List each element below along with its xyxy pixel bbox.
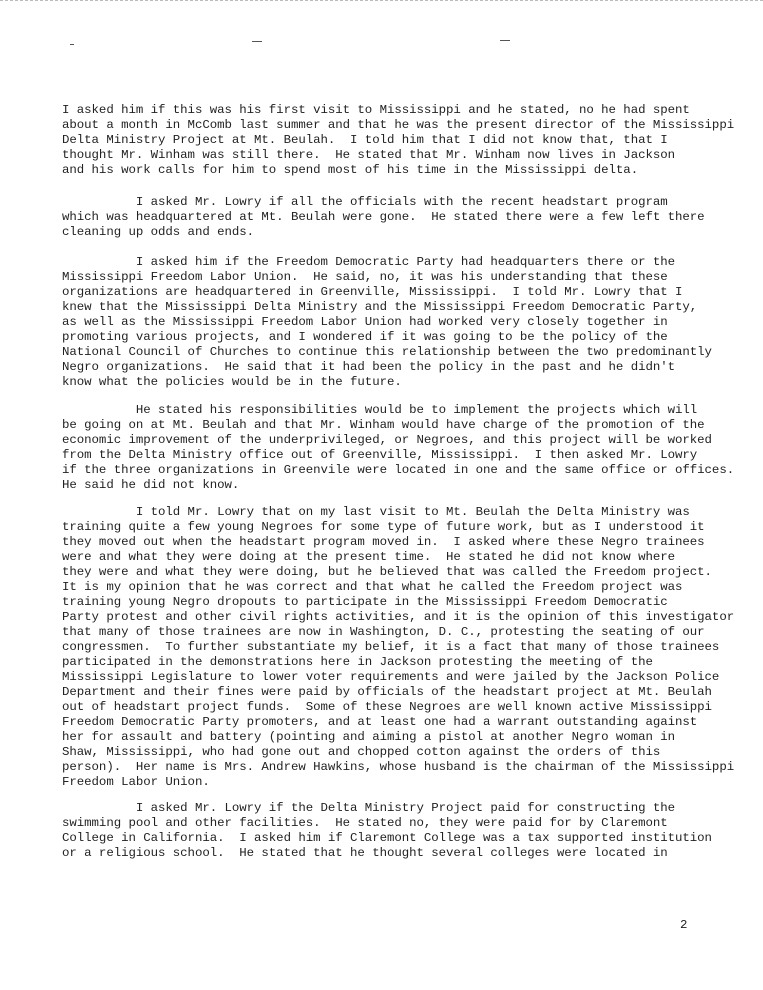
paragraph — [62, 103, 734, 178]
text-line: her for assault and battery (pointing and aiming a pistol at another Negro woman in — [62, 730, 676, 744]
text-line: about a month in McComb last summer and that he was the present director of the Mississippi — [62, 118, 735, 132]
text-line: He said he did not know. — [62, 478, 240, 492]
text-line: that many of those trainees are now in Washington, D. C., protesting the seating of our — [62, 625, 705, 639]
paragraph — [62, 403, 734, 493]
text-line: they moved out when the headstart program moved in. I asked where these Negro trainees — [62, 535, 705, 549]
text-line: I asked him if this was his first visit to Mississippi and he stated, no he had spent — [62, 103, 690, 117]
text-line: economic improvement of the underprivileged, or Negroes, and this project will be worked — [62, 433, 712, 447]
text-line: as well as the Mississippi Freedom Labor Union had worked very closely together in — [62, 315, 668, 329]
text-line: were and what they were doing at the present time. He stated he did not know where — [62, 550, 676, 564]
text-line: I asked Mr. Lowry if the Delta Ministry Project paid for constructing the — [62, 801, 676, 815]
text-line: know what the policies would be in the future. — [62, 375, 402, 389]
text-line: thought Mr. Winham was still there. He stated that Mr. Winham now lives in Jackson — [62, 148, 676, 162]
text-line: cleaning up odds and ends. — [62, 225, 255, 239]
text-line: promoting various projects, and I wondered if it was going to be the policy of the — [62, 330, 668, 344]
text-line: be going on at Mt. Beulah and that Mr. Winham would have charge of the promotion of the — [62, 418, 705, 432]
text-line: I asked him if the Freedom Democratic Party had headquarters there or the — [62, 255, 676, 269]
text-line: Mississippi Legislature to lower voter requirements and were jailed by the Jackson Police — [62, 670, 720, 684]
text-line: Shaw, Mississippi, who had gone out and chopped cotton against the orders of this — [62, 745, 661, 759]
text-line: College in California. I asked him if Claremont College was a tax supported institution — [62, 831, 712, 845]
text-line: out of headstart project funds. Some of these Negroes are well known active Mississippi — [62, 700, 712, 714]
text-line: participated in the demonstrations here in Jackson protesting the meeting of the — [62, 655, 653, 669]
text-line: I asked Mr. Lowry if all the officials with the recent headstart program — [62, 195, 668, 209]
scan-mark — [500, 40, 510, 41]
paragraph — [62, 195, 705, 240]
text-line: congressmen. To further substantiate my belief, it is a fact that many of those trainees — [62, 640, 720, 654]
text-line: It is my opinion that he was correct and that what he called the Freedom project was — [62, 580, 683, 594]
text-line: National Council of Churches to continue this relationship between the two predominantly — [62, 345, 712, 359]
text-line: Freedom Democratic Party promoters, and at least one had a warrant outstanding against — [62, 715, 698, 729]
text-line: from the Delta Ministry office out of Greenville, Mississippi. I then asked Mr. Lowry — [62, 448, 698, 462]
text-line: which was headquartered at Mt. Beulah were gone. He stated there were a few left there — [62, 210, 705, 224]
page-top-edge — [0, 0, 763, 1]
text-line: training young Negro dropouts to participate in the Mississippi Freedom Democratic — [62, 595, 668, 609]
text-line: I told Mr. Lowry that on my last visit to Mt. Beulah the Delta Ministry was — [62, 505, 690, 519]
scan-mark — [252, 41, 262, 42]
paragraph — [62, 505, 734, 790]
text-line: training quite a few young Negroes for some type of future work, but as I understood it — [62, 520, 705, 534]
text-line: Freedom Labor Union. — [62, 775, 210, 789]
text-line: organizations are headquartered in Greenville, Mississippi. I told Mr. Lowry that I — [62, 285, 683, 299]
paragraph — [62, 801, 712, 861]
text-line: Delta Ministry Project at Mt. Beulah. I told him that I did not know that, that I — [62, 133, 668, 147]
text-line: swimming pool and other facilities. He stated no, they were paid for by Claremont — [62, 816, 668, 830]
text-line: Department and their fines were paid by officials of the headstart project at Mt. Beulah — [62, 685, 712, 699]
text-line: He stated his responsibilities would be to implement the projects which will — [62, 403, 698, 417]
text-line: if the three organizations in Greenvile were located in one and the same office or offices. — [62, 463, 735, 477]
page-number: 2 — [680, 918, 688, 932]
text-line: they were and what they were doing, but he believed that was called the Freedom project. — [62, 565, 712, 579]
text-line: or a religious school. He stated that he thought several colleges were located in — [62, 846, 668, 860]
scan-mark — [70, 44, 74, 45]
text-line: Mississippi Freedom Labor Union. He said, no, it was his understanding that these — [62, 270, 668, 284]
paragraph — [62, 255, 712, 390]
text-line: Party protest and other civil rights activities, and it is the opinion of this investigator — [62, 610, 735, 624]
text-line: and his work calls for him to spend most of his time in the Mississippi delta. — [62, 163, 639, 177]
text-line: knew that the Mississippi Delta Ministry and the Mississippi Freedom Democratic Party, — [62, 300, 698, 314]
text-line: person). Her name is Mrs. Andrew Hawkins, whose husband is the chairman of the Mississippi — [62, 760, 735, 774]
text-line: Negro organizations. He said that it had been the policy in the past and he didn't — [62, 360, 676, 374]
